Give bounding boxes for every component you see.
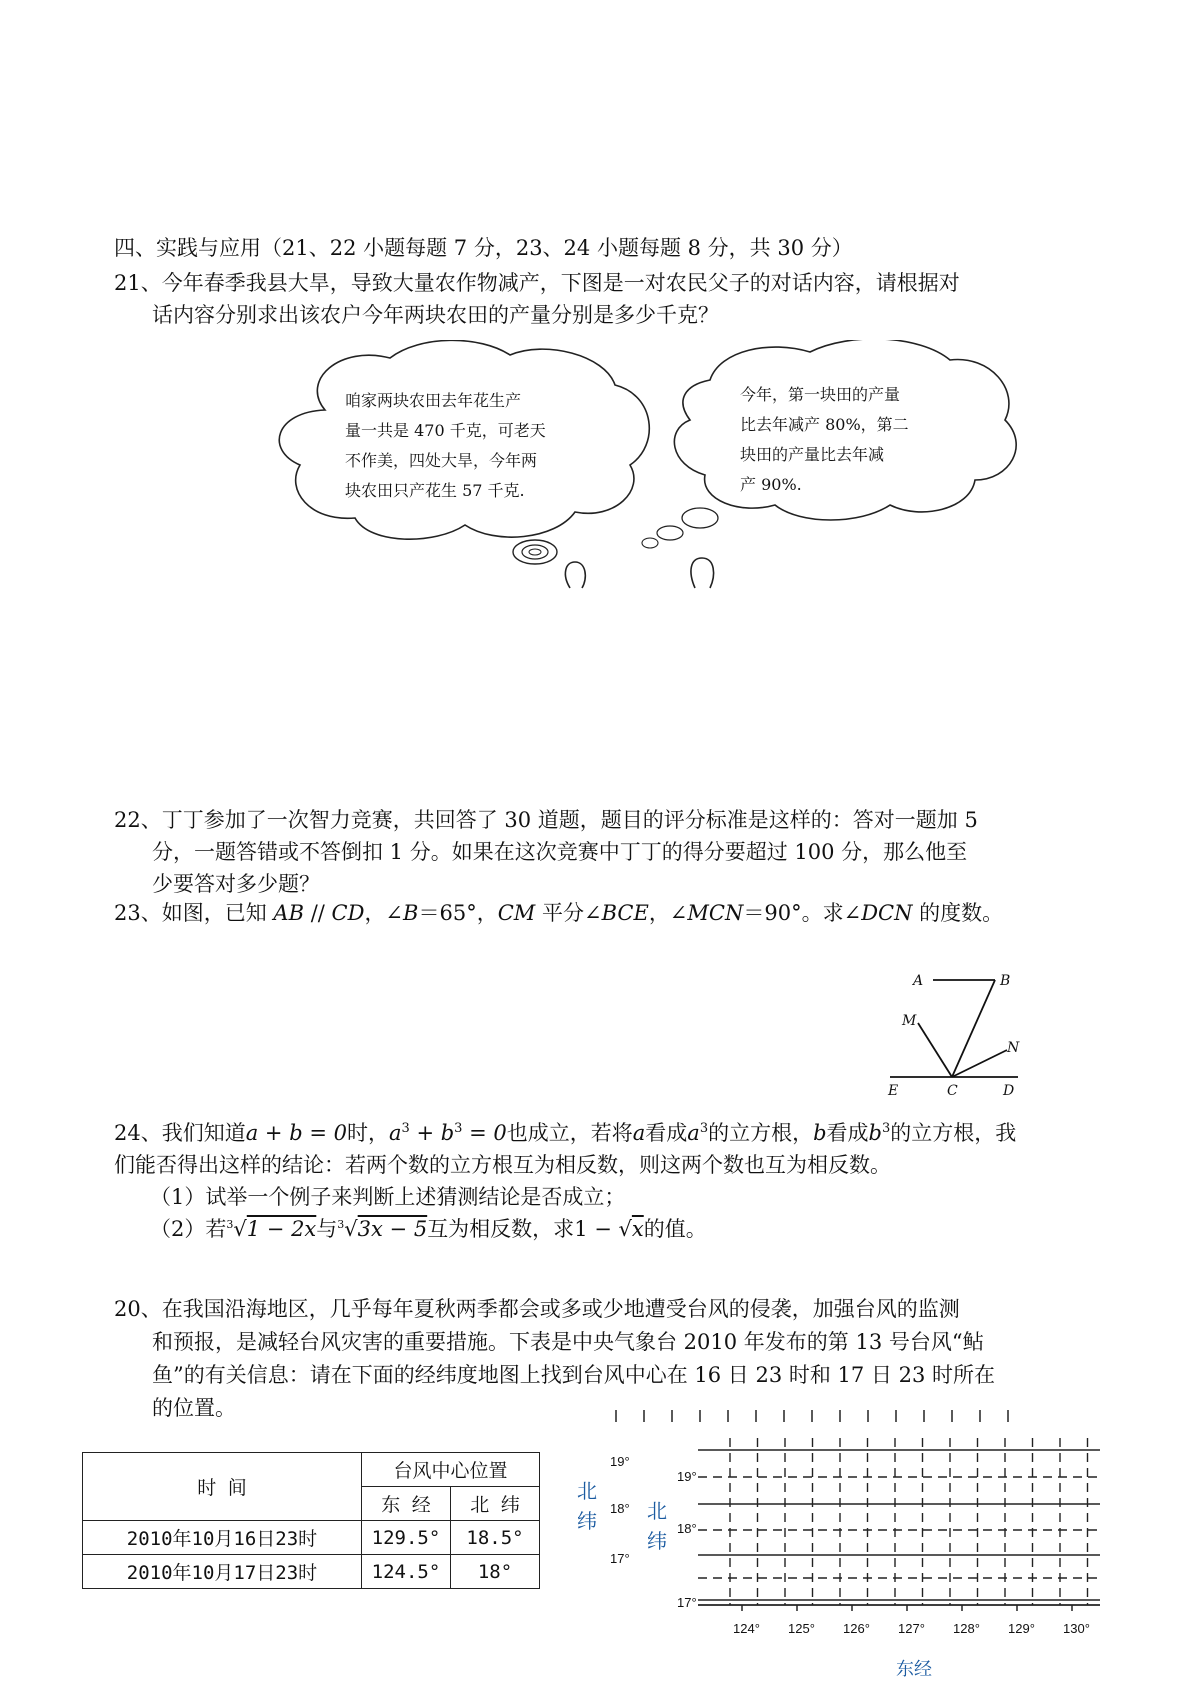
row2-lat: 18° (451, 1555, 540, 1589)
table-row (83, 1555, 540, 1589)
latitude-header: 北 纬 (451, 1487, 540, 1521)
bubble-left-line3: 不作美，四处大旱，今年两 (345, 451, 538, 470)
label-B: B (1000, 973, 1011, 989)
inner-lat-label-1: 北 (647, 1501, 667, 1523)
outer-tick-17: 17° (610, 1551, 630, 1566)
longitude-header: 东 经 (362, 1487, 451, 1521)
position-header: 台风中心位置 (362, 1453, 540, 1487)
label-C: C (947, 1083, 958, 1099)
label-N: N (1007, 1040, 1020, 1056)
inner-lat-label-2: 纬 (647, 1531, 667, 1553)
outer-lat-label-2: 纬 (577, 1511, 597, 1533)
q20-line3: 鱼”的有关信息：请在下面的经纬度地图上找到台风中心在 16 日 23 时和 17 日 23 时所在 (152, 1363, 996, 1387)
bubble-left-line4: 块农田只产花生 57 千克. (345, 481, 525, 500)
q21-line1: 21、今年春季我县大旱，导致大量农作物减产，下图是一对农民父子的对话内容，请根据对 (114, 271, 960, 295)
q22-line2: 分，一题答错或不答倒扣 1 分。如果在这次竞赛中丁丁的得分要超过 100 分，那么他至 (152, 840, 968, 864)
lon-tick-126: 126° (843, 1621, 870, 1636)
lon-tick-124: 124° (733, 1621, 760, 1636)
outer-tick-19: 19° (610, 1454, 630, 1469)
inner-tick-17: 17° (677, 1595, 697, 1610)
lon-tick-125: 125° (788, 1621, 815, 1636)
row2-time: 2010年10月17日23时 (83, 1555, 362, 1589)
row1-time: 2010年10月16日23时 (83, 1521, 362, 1555)
row1-lat: 18.5° (451, 1521, 540, 1555)
geometry-figure (880, 965, 1030, 1105)
bubble-right-line2: 比去年减产 80%，第二 (740, 415, 909, 434)
q22-line3: 少要答对多少题？ (152, 872, 320, 896)
inner-tick-19: 19° (677, 1469, 697, 1484)
bubble-left-line2: 量一共是 470 千克，可老天 (345, 421, 546, 440)
outer-lat-label-1: 北 (577, 1481, 597, 1503)
row2-lon: 124.5° (362, 1555, 451, 1589)
q21-line2: 话内容分别求出该农户今年两块农田的产量分别是多少千克？ (152, 303, 719, 327)
label-D: D (1003, 1083, 1015, 1099)
q23-text: 23、如图，已知 AB // CD，∠B＝65°，CM 平分∠BCE，∠MCN＝90°。求∠DCN 的度数。 (114, 901, 1004, 925)
row1-lon: 129.5° (362, 1521, 451, 1555)
label-A: A (913, 973, 924, 989)
table-row (83, 1521, 540, 1555)
q20-line2: 和预报，是减轻台风灾害的重要措施。下表是中央气象台 2010 年发布的第 13 号台风“鲇 (152, 1330, 984, 1354)
lon-tick-128: 128° (953, 1621, 980, 1636)
lon-tick-130: 130° (1063, 1621, 1090, 1636)
lon-tick-129: 129° (1008, 1621, 1035, 1636)
time-header: 时 间 (83, 1453, 362, 1521)
label-M: M (902, 1013, 917, 1029)
bubble-right-line4: 产 90%. (740, 475, 802, 494)
section-header: 四、实践与应用（21、22 小题每题 7 分，23、24 小题每题 8 分，共 30 分） (114, 236, 853, 260)
q24-line1: 24、我们知道a + b = 0时，$a^3 + b^3 = 0$也成立，若将a看成$a^3$的立方根，b看成$b^3$的立方根，我 (114, 1121, 1017, 1145)
q24-part1: （1）试举一个例子来判断上述猜测结论是否成立； (150, 1185, 626, 1209)
q20-line1: 20、在我国沿海地区，几乎每年夏秋两季都会或多或少地遭受台风的侵袭，加强台风的监测 (114, 1297, 960, 1321)
typhoon-table (82, 1452, 540, 1589)
bubble-left-line1: 咱家两块农田去年花生产 (345, 391, 522, 410)
lat-lon-map (570, 1400, 1130, 1684)
bubble-right-line3: 块田的产量比去年减 (740, 445, 885, 464)
q24-line2: 们能否得出这样的结论：若两个数的立方根互为相反数，则这两个数也互为相反数。 (114, 1153, 891, 1177)
lon-axis-label: 东经 (896, 1659, 932, 1679)
label-E: E (888, 1083, 899, 1099)
inner-tick-18: 18° (677, 1521, 697, 1536)
q24-part2: （2）若$^3$√1 − 2x与$^3$√3x − 5互为相反数，求1 − √x的值。 (150, 1217, 707, 1241)
bubble-right-line1: 今年，第一块田的产量 (740, 385, 901, 404)
outer-tick-18: 18° (610, 1501, 630, 1516)
lon-tick-127: 127° (898, 1621, 925, 1636)
q22-line1: 22、丁丁参加了一次智力竞赛，共回答了 30 道题，题目的评分标准是这样的：答对一题加 5 (114, 808, 978, 832)
q20-line4: 的位置。 (152, 1396, 236, 1420)
